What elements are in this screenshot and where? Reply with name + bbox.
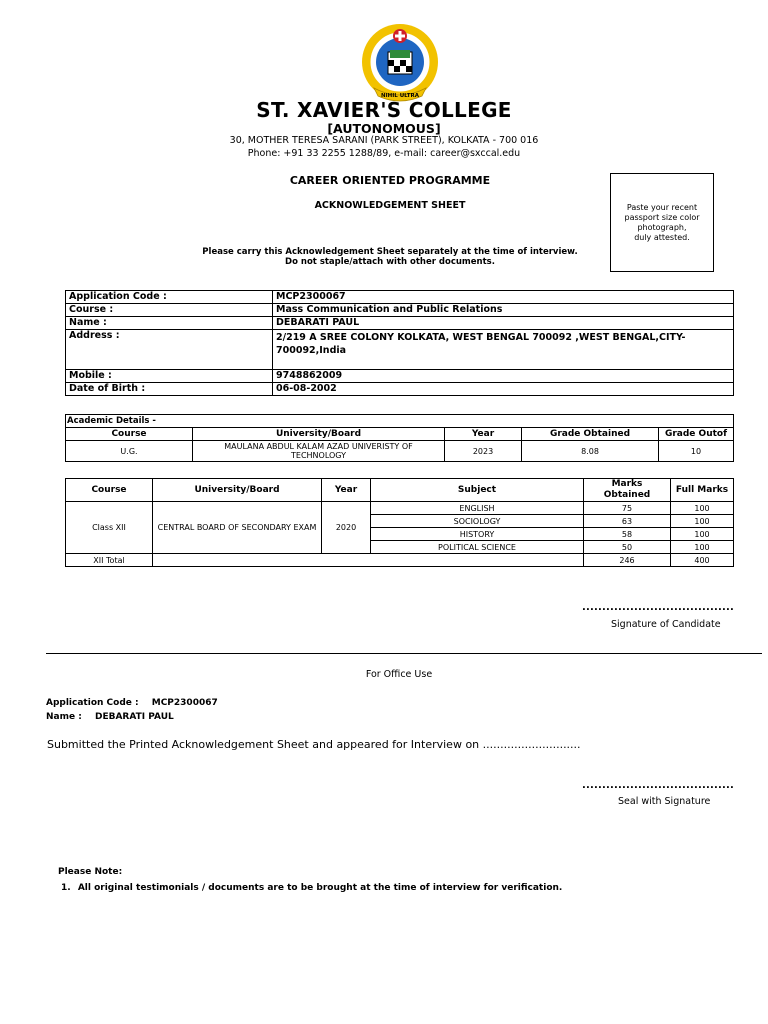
logo-motto: NIHIL ULTRA xyxy=(380,93,420,99)
office-name-value: DEBARATI PAUL xyxy=(94,712,174,722)
instructions xyxy=(100,247,680,267)
seal-signature-line: ...................................... xyxy=(582,780,734,791)
table-row xyxy=(66,554,734,567)
subject-marks: 63 xyxy=(584,515,671,528)
subject-full-marks: 100 xyxy=(671,541,734,554)
autonomous-label: [AUTONOMOUS] xyxy=(327,121,441,136)
academic-course: U.G. xyxy=(66,441,193,462)
photo-box-line: photograph, xyxy=(637,222,687,232)
candidate-signature-line: ...................................... xyxy=(582,602,734,613)
application-code-value: MCP2300067 xyxy=(273,291,734,304)
col-header: Course xyxy=(66,479,153,502)
academic-grade: 8.08 xyxy=(522,441,659,462)
name-label: Name : xyxy=(66,317,273,330)
col-header: Full Marks xyxy=(671,479,734,502)
subject-name: POLITICAL SCIENCE xyxy=(371,541,584,554)
school-course: Class XII xyxy=(66,502,153,554)
marks-table xyxy=(65,478,734,567)
table-row xyxy=(66,291,734,304)
table-row xyxy=(66,370,734,383)
mobile-label: Mobile : xyxy=(66,370,273,383)
subject-marks: 75 xyxy=(584,502,671,515)
note-title: Please Note: xyxy=(58,867,123,877)
table-row xyxy=(66,304,734,317)
table-row xyxy=(66,317,734,330)
col-header: University/Board xyxy=(153,479,322,502)
dob-value: 06-08-2002 xyxy=(273,383,734,396)
instruction-line: Please carry this Acknowledgement Sheet separately at the time of interview. xyxy=(202,247,578,257)
seal-signature-caption: Seal with Signature xyxy=(618,796,711,807)
office-name-label: Name : xyxy=(46,712,82,722)
address-label: Address : xyxy=(66,330,273,370)
total-label: XII Total xyxy=(66,554,153,567)
college-contact: Phone: +91 33 2255 1288/89, e-mail: career@sxccal.edu xyxy=(247,148,521,159)
note-item xyxy=(61,883,562,893)
note-item-number: 1. xyxy=(61,883,71,893)
academic-table xyxy=(65,414,734,462)
submitted-statement: Submitted the Printed Acknowledgement Sheet and appeared for Interview on ............................ xyxy=(47,738,581,751)
sheet-title: ACKNOWLEDGEMENT SHEET xyxy=(314,200,466,211)
college-name: ST. XAVIER'S COLLEGE xyxy=(256,98,512,122)
total-marks: 246 xyxy=(584,554,671,567)
academic-caption: Academic Details - xyxy=(66,415,445,428)
mobile-value: 9748862009 xyxy=(273,370,734,383)
academic-grade-outof: 10 xyxy=(659,441,734,462)
table-header-row xyxy=(66,479,734,502)
subject-name: SOCIOLOGY xyxy=(371,515,584,528)
photo-box-line: passport size color xyxy=(624,212,700,222)
col-header: Subject xyxy=(371,479,584,502)
table-row xyxy=(66,330,734,370)
office-application-code-value: MCP2300067 xyxy=(151,698,218,708)
subject-full-marks: 100 xyxy=(671,515,734,528)
subject-full-marks: 100 xyxy=(671,528,734,541)
col-header: University/Board xyxy=(193,428,445,441)
col-header: Grade Obtained xyxy=(522,428,659,441)
col-header: Year xyxy=(445,428,522,441)
name-value: DEBARATI PAUL xyxy=(273,317,734,330)
subject-name: ENGLISH xyxy=(371,502,584,515)
subject-full-marks: 100 xyxy=(671,502,734,515)
office-application-code-label: Application Code : xyxy=(46,698,139,708)
col-header: Course xyxy=(66,428,193,441)
candidate-signature-caption: Signature of Candidate xyxy=(611,619,721,630)
divider xyxy=(46,653,762,654)
college-address: 30, MOTHER TERESA SARANI (PARK STREET), KOLKATA - 700 016 xyxy=(229,135,539,146)
note-item-text: All original testimonials / documents are to be brought at the time of interview for verification. xyxy=(77,883,563,893)
office-name xyxy=(46,712,174,722)
col-header: Grade Outof xyxy=(659,428,734,441)
academic-year: 2023 xyxy=(445,441,522,462)
office-application-code xyxy=(46,698,218,708)
subject-marks: 58 xyxy=(584,528,671,541)
school-board: CENTRAL BOARD OF SECONDARY EXAM xyxy=(153,502,322,554)
office-use-title: For Office Use xyxy=(365,669,433,680)
total-full-marks: 400 xyxy=(671,554,734,567)
photo-box-line: Paste your recent xyxy=(626,202,698,212)
academic-university: MAULANA ABDUL KALAM AZAD UNIVERISTY OF TECHNOLOGY xyxy=(193,441,445,462)
address-value: 2/219 A SREE COLONY KOLKATA, WEST BENGAL 700092 ,WEST BENGAL,CITY-700092,India xyxy=(273,330,734,370)
table-row xyxy=(66,502,734,515)
dob-label: Date of Birth : xyxy=(66,383,273,396)
course-label: Course : xyxy=(66,304,273,317)
college-logo xyxy=(360,22,440,104)
course-value: Mass Communication and Public Relations xyxy=(273,304,734,317)
programme-title: CAREER ORIENTED PROGRAMME xyxy=(289,174,491,187)
application-code-label: Application Code : xyxy=(66,291,273,304)
subject-marks: 50 xyxy=(584,541,671,554)
photo-box-line: duly attested. xyxy=(634,232,690,242)
table-row xyxy=(66,441,734,462)
applicant-table xyxy=(65,290,734,396)
table-header-row xyxy=(66,428,734,441)
col-header: Marks Obtained xyxy=(584,479,671,502)
col-header: Year xyxy=(322,479,371,502)
instruction-line: Do not staple/attach with other documents. xyxy=(285,257,495,268)
school-year: 2020 xyxy=(322,502,371,554)
table-row xyxy=(66,415,734,428)
subject-name: HISTORY xyxy=(371,528,584,541)
table-row xyxy=(66,383,734,396)
